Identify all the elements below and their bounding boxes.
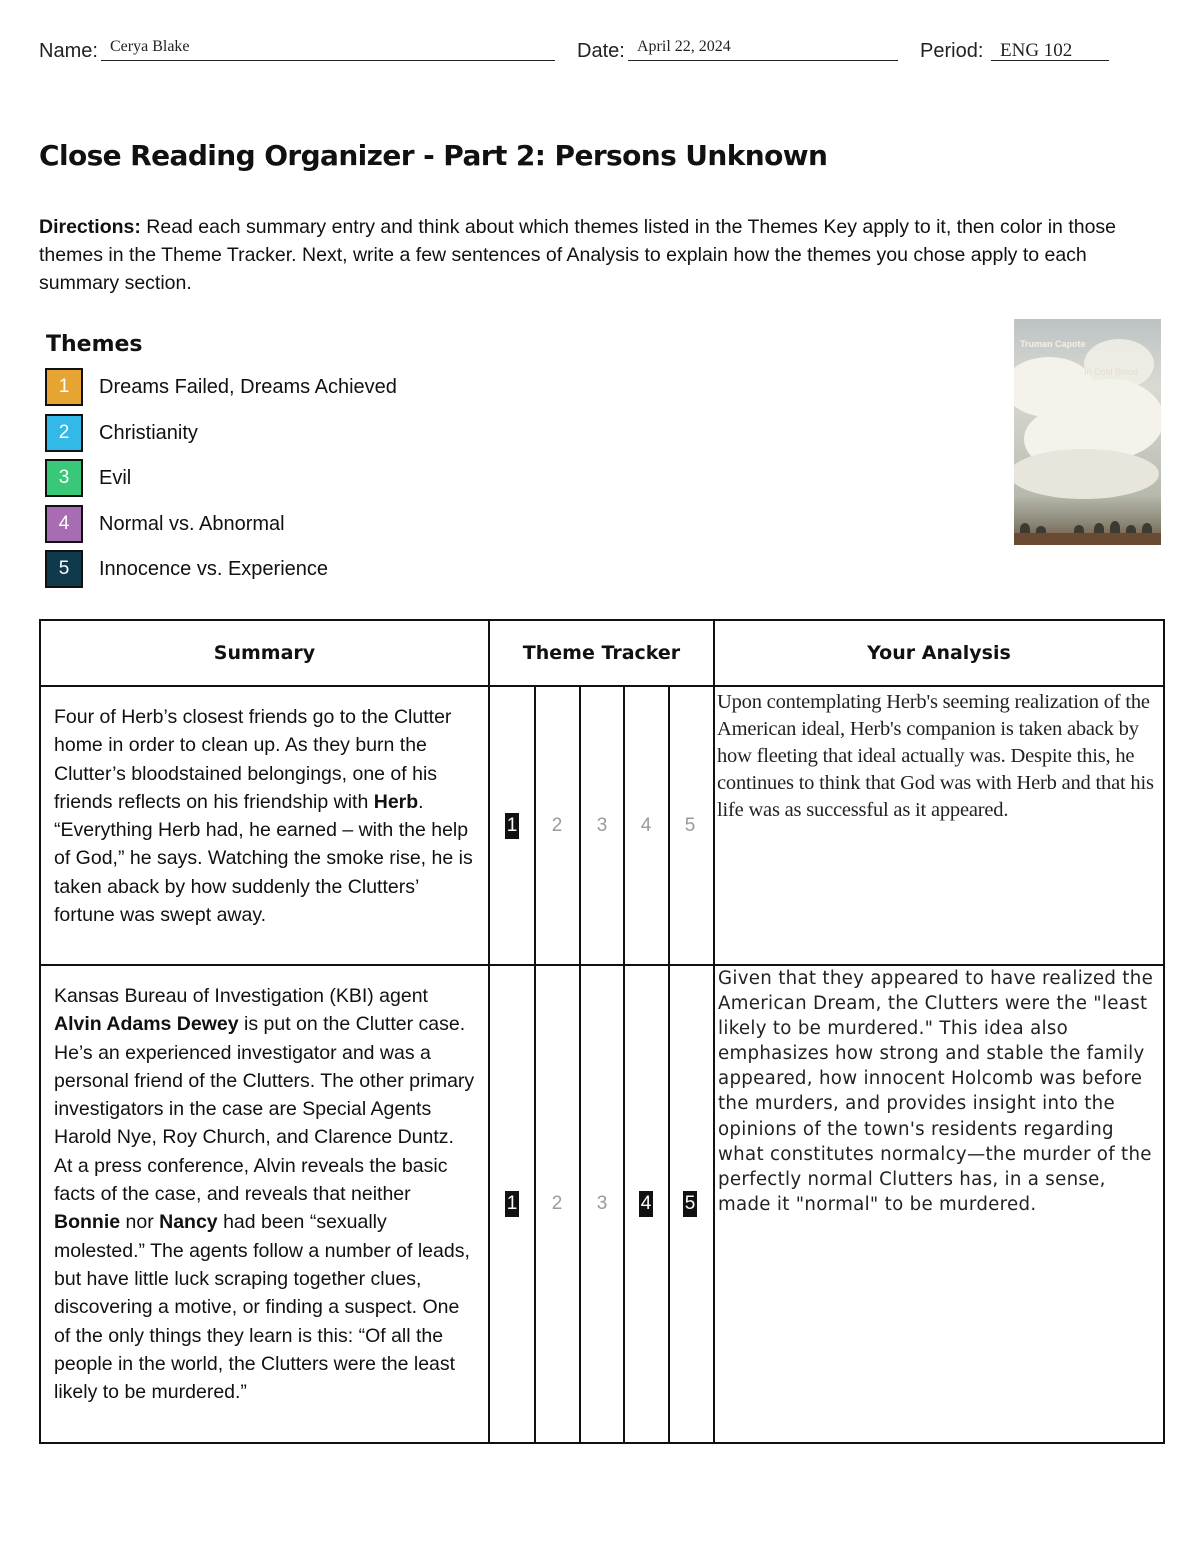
theme-key-1 <box>45 368 397 406</box>
name-underline <box>101 60 555 61</box>
tracker-theme-3[interactable]: 3 <box>596 814 608 836</box>
theme-color-box-3: 3 <box>45 459 83 497</box>
directions <box>39 213 1169 297</box>
theme-label-5: Innocence vs. Experience <box>99 557 329 580</box>
tracker-theme-1[interactable]: 1 <box>505 1191 519 1217</box>
themes-heading: Themes <box>46 332 143 357</box>
book-cover-image <box>1014 319 1161 545</box>
theme-label-2: Christianity <box>99 421 198 444</box>
tracker-theme-2[interactable]: 2 <box>551 1193 563 1214</box>
tracker-theme-4[interactable]: 4 <box>640 814 652 836</box>
date-label: Date: <box>577 40 625 62</box>
tracker-theme-3[interactable]: 3 <box>596 1193 608 1214</box>
page-title: Close Reading Organizer - Part 2: Persons Unknown <box>39 139 828 172</box>
theme-tracker-cell <box>489 965 714 1443</box>
table-row <box>40 686 1164 965</box>
theme-tracker-cell <box>489 686 714 965</box>
tracker-theme-5[interactable]: 5 <box>683 1191 697 1217</box>
theme-label-1: Dreams Failed, Dreams Achieved <box>99 375 397 398</box>
period-field[interactable]: ENG 102 <box>1000 40 1073 61</box>
theme-color-box-2: 2 <box>45 414 83 452</box>
table-row <box>40 965 1164 1443</box>
theme-label-4: Normal vs. Abnormal <box>99 512 285 535</box>
organizer-table <box>39 619 1165 1444</box>
theme-key-5 <box>45 550 328 588</box>
tracker-theme-4[interactable]: 4 <box>639 1191 653 1217</box>
theme-label-3: Evil <box>99 466 132 489</box>
tracker-theme-5[interactable]: 5 <box>684 814 696 836</box>
theme-key-2 <box>45 414 198 452</box>
analysis-header: Your Analysis <box>714 620 1164 686</box>
summary-header: Summary <box>40 620 489 686</box>
date-field[interactable]: April 22, 2024 <box>637 38 731 55</box>
directions-text: Read each summary entry and think about which themes listed in the Themes Key apply to it, then color in those themes in the Theme Tracker. Next, write a few sentences of Analysis to explain how the themes you chose apply to each summary section. <box>39 216 1117 294</box>
theme-key-3 <box>45 459 131 497</box>
analysis-cell[interactable]: Given that they appeared to have realized the American Dream, the Clutters were the "least likely to be murdered." This idea also emphasizes how strong and stable the family appeared, how innocent Holcomb was before the murders, and provides insight into the opinions of the town's residents regarding what constitutes normalcy—the murder of the perfectly normal Clutters has, in a sense, made it "normal" to be murdered. <box>714 965 1164 1443</box>
theme-color-box-1: 1 <box>45 368 83 406</box>
table-header-row <box>40 620 1164 686</box>
name-label: Name: <box>39 40 98 62</box>
analysis-cell[interactable]: Upon contemplating Herb's seeming realization of the American ideal, Herb's companion is taken aback by how fleeting that ideal actually was. Despite this, he continues to think that God was with Herb and that his life was as successful as it appeared. <box>714 686 1164 965</box>
tracker-theme-1[interactable]: 1 <box>505 813 519 839</box>
summary-cell: Kansas Bureau of Investigation (KBI) agent Alvin Adams Dewey is put on the Clutter case. He’s an experienced investigator and was a personal friend of the Clutters. The other primary investigators in the case are Special Agents Harold Nye, Roy Church, and Clarence Duntz. At a press conference, Alvin reveals the basic facts of the case, and reveals that neither Bonnie nor Nancy had been “sexually molested.” The agents follow a number of leads, but have little luck scraping together clues, discovering a motive, or finding a suspect. One of the only things they learn is this: “Of all the people in the world, the Clutters were the least likely to be murdered.” <box>40 965 489 1443</box>
summary-cell: Four of Herb’s closest friends go to the Clutter home in order to clean up. As they burn the Clutter’s bloodstained belongings, one of his friends reflects on his friendship with Herb. “Everything Herb had, he earned – with the help of God,” he says. Watching the smoke rise, he is taken aback by how suddenly the Clutters’ fortune was swept away. <box>40 686 489 965</box>
theme-key-4 <box>45 505 285 543</box>
tracker-theme-2[interactable]: 2 <box>551 814 563 836</box>
book-cover-author: Truman Capote <box>1020 339 1086 349</box>
period-label: Period: <box>920 40 984 62</box>
name-field[interactable]: Cerya Blake <box>110 38 190 55</box>
date-underline <box>628 60 898 61</box>
theme-tracker-header: Theme Tracker <box>489 620 714 686</box>
theme-color-box-4: 4 <box>45 505 83 543</box>
theme-color-box-5: 5 <box>45 550 83 588</box>
directions-lead: Directions: <box>39 216 141 238</box>
book-cover-title: In Cold Blood <box>1084 367 1139 377</box>
